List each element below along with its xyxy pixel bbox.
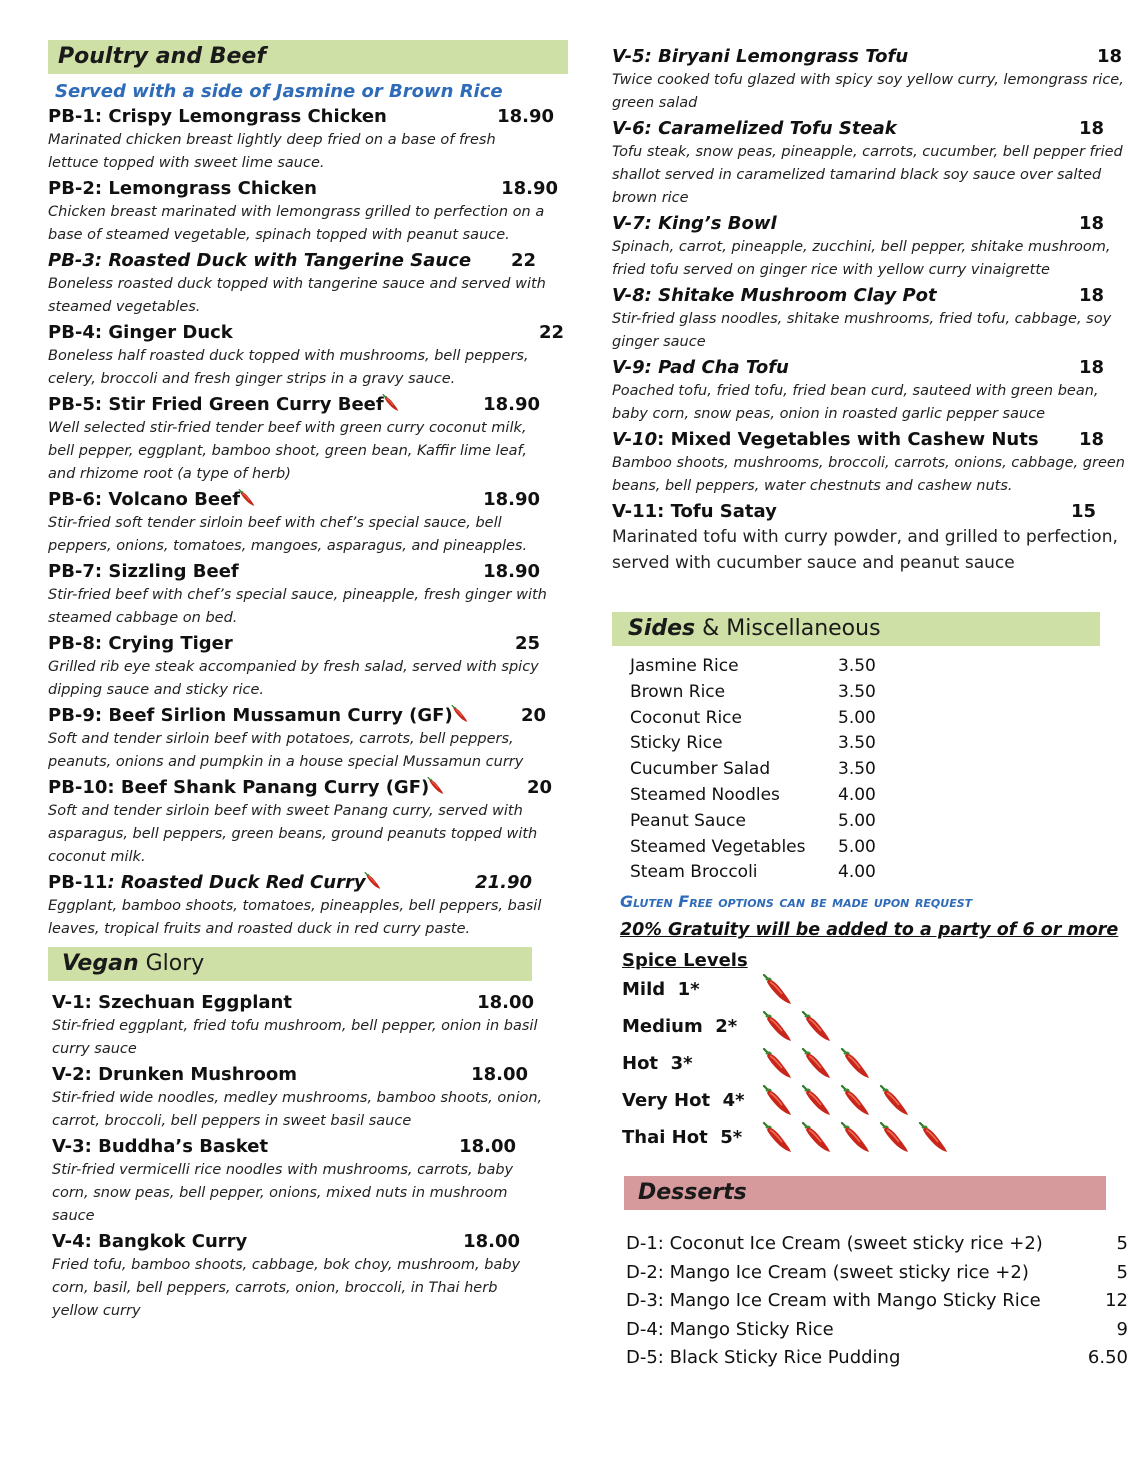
dessert-item-name: D-1: Coconut Ice Cream (sweet sticky rice +2)	[626, 1233, 1043, 1255]
menu-item-description: Stir-fried wide noodles, medley mushrooms, bamboo shoots, onion, carrot, broccoli, bell peppers in sweet basil sauce	[52, 1090, 543, 1129]
menu-item-price: 18	[1078, 285, 1104, 306]
chili-pepper-icon	[879, 1122, 911, 1154]
menu-item-dish: King’s Bowl	[658, 213, 777, 234]
spice-levels-title: Spice Levels	[622, 950, 748, 972]
side-item-name: Peanut Sauce	[630, 810, 746, 831]
vegan-list-right	[612, 45, 1142, 576]
side-item	[630, 809, 1142, 835]
chili-pepper-icon	[801, 1011, 833, 1043]
menu-item-description: Well selected stir-fried tender beef with green curry coconut milk, bell pepper, eggplant, bamboo shoot, green bean, Kaffir lime leaf, and rhizome root (a type of herb)	[48, 420, 527, 482]
menu-item-description: Bamboo shoots, mushrooms, broccoli, carrots, onions, cabbage, green beans, bell peppers, water chestnuts and cashew nuts.	[612, 455, 1125, 494]
menu-item-name	[612, 284, 937, 308]
dessert-list	[612, 1230, 1142, 1373]
menu-item-description: Spinach, carrot, pineapple, zucchini, bell pepper, shitake mushroom, fried tofu served on ginger rice with yellow curry vinaigrette	[612, 239, 1111, 278]
menu-item-code: V-7:	[612, 213, 652, 234]
menu-item-code: V-6:	[612, 118, 652, 139]
chili-pepper-icon	[879, 1085, 911, 1117]
chili-pepper-icon	[762, 1011, 794, 1043]
menu-item-description: Boneless half roasted duck topped with mushrooms, bell peppers, celery, broccoli and fresh ginger strips in a gravy sauce.	[48, 348, 529, 387]
menu-item-price: 22	[510, 250, 536, 271]
chili-pepper-icon	[382, 393, 400, 413]
menu-item-title	[612, 356, 1104, 380]
menu-item-code: PB-9:	[48, 705, 103, 726]
desserts-title: Desserts	[638, 1180, 747, 1206]
side-item-name: Brown Rice	[630, 681, 726, 702]
menu-item-dish: Biryani Lemongrass Tofu	[658, 46, 909, 67]
menu-item-price: 18.00	[463, 1231, 520, 1252]
menu-item-description: Stir-fried eggplant, fried tofu mushroom, bell pepper, onion in basil curry sauce	[52, 1018, 538, 1057]
chili-pepper-icon	[451, 704, 469, 724]
chili-pepper-icon	[762, 1122, 794, 1154]
menu-item-code: V-10	[612, 429, 658, 450]
vegan-title-italic: Vegan	[62, 951, 139, 976]
menu-item-price: 18	[1096, 46, 1122, 67]
vegan-title-rest: Glory	[138, 951, 205, 976]
side-item	[630, 757, 1142, 783]
menu-item-title	[48, 488, 540, 512]
chili-pepper-icon	[364, 871, 382, 891]
spice-level-chilis	[762, 1011, 833, 1043]
menu-item-name	[612, 356, 789, 380]
menu-item-name	[48, 249, 471, 273]
spice-level-row	[622, 1082, 1142, 1119]
menu-item-description: Fried tofu, bamboo shoots, cabbage, bok choy, mushroom, baby corn, basil, bell peppers, carrots, onion, broccoli, in Thai herb yellow curry	[52, 1257, 521, 1319]
menu-item-title	[52, 1135, 516, 1159]
side-item	[630, 654, 1142, 680]
menu-item-dish: Lemongrass Chicken	[108, 178, 317, 199]
menu-item-price: 20	[520, 705, 546, 726]
spice-level-chilis	[762, 1048, 872, 1080]
chili-pepper-icon	[918, 1122, 950, 1154]
menu-item-name	[52, 1063, 297, 1087]
menu-item	[52, 991, 542, 1061]
menu-item	[612, 356, 1142, 426]
menu-item-dish: Roasted Duck with Tangerine Sauce	[108, 250, 472, 271]
menu-item	[52, 1063, 542, 1133]
menu-item-description: Stir-fried beef with chef’s special sauce, pineapple, fresh ginger with steamed cabbage on bed.	[48, 587, 547, 626]
menu-item	[612, 212, 1142, 282]
menu-item-name	[612, 428, 1039, 452]
menu-item-dish: Volcano Beef	[108, 489, 241, 510]
menu-item-code: PB-8:	[48, 633, 103, 654]
menu-item-price: 18	[1078, 213, 1104, 234]
menu-item-code: PB-5:	[48, 394, 103, 415]
menu-item-title	[52, 1230, 520, 1254]
menu-item-price: 18.90	[483, 489, 540, 510]
poultry-title: Poultry and Beef	[58, 44, 266, 69]
chili-pepper-icon	[801, 1048, 833, 1080]
dessert-item	[626, 1344, 1128, 1373]
menu-item-title	[48, 776, 552, 800]
spice-level-label: Medium 2*	[622, 1016, 738, 1038]
menu-item-name	[48, 560, 239, 584]
menu-item-name	[48, 704, 469, 728]
menu-item	[48, 776, 568, 869]
menu-item-title	[48, 560, 540, 584]
side-item-price: 3.50	[838, 656, 876, 676]
menu-item-dish: Caramelized Tofu Steak	[658, 118, 897, 139]
spice-level-row	[622, 1008, 1142, 1045]
menu-item-dish: Bangkok Curry	[98, 1231, 248, 1252]
menu-item-name	[48, 871, 382, 895]
menu-item-title	[48, 177, 558, 201]
menu-item-title	[48, 632, 540, 656]
side-item-name: Steam Broccoli	[630, 862, 758, 883]
spice-level-label: Hot 3*	[622, 1053, 693, 1075]
chili-pepper-icon	[801, 1122, 833, 1154]
menu-item-price: 18.90	[497, 106, 554, 127]
chili-pepper-icon	[762, 1085, 794, 1117]
side-item	[630, 706, 1142, 732]
menu-item-price: 18.00	[477, 992, 534, 1013]
spice-level-label: Mild 1*	[622, 979, 700, 1001]
menu-item-dish: Szechuan Eggplant	[98, 992, 292, 1013]
menu-item-price: 21.90	[475, 872, 532, 893]
menu-item	[612, 117, 1142, 210]
menu-item-name	[48, 632, 233, 656]
menu-item-dish: Beef Shank Panang Curry (GF)	[120, 777, 430, 798]
menu-item-title	[612, 284, 1104, 308]
menu-item-description: Twice cooked tofu glazed with spicy soy yellow curry, lemongrass rice, green salad	[612, 72, 1124, 111]
menu-item-dish: Buddha’s Basket	[98, 1136, 269, 1157]
menu-item	[48, 177, 568, 247]
chili-pepper-icon	[762, 974, 794, 1006]
spice-level-chilis	[762, 1122, 950, 1154]
menu-item	[48, 560, 568, 630]
side-item	[630, 860, 1142, 886]
side-item-price: 5.00	[838, 810, 876, 831]
menu-item-title	[48, 321, 564, 345]
side-item-name: Steamed Vegetables	[630, 836, 806, 857]
menu-item-name	[48, 488, 256, 512]
menu-item-dish: Beef Sirlion Mussamun Curry (GF)	[108, 705, 453, 726]
menu-item	[612, 500, 1142, 576]
menu-item-price: 15	[1070, 501, 1096, 522]
menu-item-description: Marinated chicken breast lightly deep fried on a base of fresh lettuce topped with sweet lime sauce.	[48, 132, 496, 171]
right-column	[612, 0, 1142, 1373]
gratuity-note: 20% Gratuity will be added to a party of 6 or more	[620, 920, 1119, 941]
menu-item-dish: Tofu Satay	[670, 501, 777, 522]
menu-item-dish: Sizzling Beef	[108, 561, 239, 582]
menu-item	[48, 321, 568, 391]
gluten-free-note: Gluten Free options can be made upon request	[620, 892, 973, 912]
side-item-name: Sticky Rice	[630, 733, 723, 754]
sides-banner	[612, 612, 1100, 646]
menu-item-title	[48, 871, 532, 895]
menu-item-name	[48, 393, 400, 417]
side-item-name: Jasmine Rice	[630, 656, 739, 676]
menu-item-price: 22	[538, 322, 564, 343]
menu-item-name	[612, 500, 777, 524]
menu-item-description: Stir-fried glass noodles, shitake mushrooms, fried tofu, cabbage, soy ginger sauce	[612, 311, 1112, 350]
menu-item-title	[48, 105, 554, 129]
menu-item-name	[52, 991, 292, 1015]
menu-item-description: Stir-fried vermicelli rice noodles with mushrooms, carrots, baby corn, snow peas, bell pepper, onions, mixed nuts in mushroom sauce	[52, 1162, 514, 1224]
side-item-price: 4.00	[838, 862, 876, 883]
dessert-item-name: D-4: Mango Sticky Rice	[626, 1318, 834, 1340]
menu-item-code: V-1:	[52, 992, 92, 1013]
menu-item-name	[48, 321, 233, 345]
vegan-banner	[48, 947, 532, 981]
menu-item-code: V-5:	[612, 46, 652, 67]
menu-item-code: V-4:	[52, 1231, 92, 1252]
menu-item-name	[52, 1230, 247, 1254]
sides-list	[630, 654, 1142, 886]
menu-item-price: 20	[526, 777, 552, 798]
menu-item-price: 18	[1078, 429, 1104, 450]
menu-item-name	[612, 212, 777, 236]
menu-item-price: 18.00	[471, 1064, 528, 1085]
menu-item-description: Tofu steak, snow peas, pineapple, carrots, cucumber, bell pepper fried shallot served in caramelized tamarind black soy sauce over salted brown rice	[612, 144, 1123, 206]
menu-item-code: V-11:	[612, 501, 665, 522]
menu-item	[52, 1135, 542, 1228]
menu-item-code: V-2:	[52, 1064, 92, 1085]
menu-item-title	[612, 45, 1122, 69]
spice-level-row	[622, 1119, 1142, 1156]
menu-item	[612, 284, 1142, 354]
menu-item	[612, 45, 1142, 115]
desserts-banner	[624, 1176, 1106, 1210]
menu-item-title	[48, 704, 546, 728]
menu-item-description: Soft and tender sirloin beef with potatoes, carrots, bell peppers, peanuts, onions and pumpkin in a house special Mussamun curry	[48, 731, 524, 770]
menu-item-title	[52, 991, 534, 1015]
spice-level-label: Very Hot 4*	[622, 1090, 745, 1112]
menu-item	[48, 105, 568, 175]
side-item	[630, 680, 1142, 706]
menu-item-code: V-9:	[612, 357, 652, 378]
dessert-item	[626, 1316, 1128, 1345]
dessert-item	[626, 1259, 1128, 1288]
menu-item-dish: Shitake Mushroom Clay Pot	[658, 285, 937, 306]
spice-level-chilis	[762, 1085, 911, 1117]
dessert-item	[626, 1287, 1128, 1316]
spice-level-row	[622, 1045, 1142, 1082]
menu-item-title	[48, 249, 536, 273]
side-item-price: 5.00	[838, 707, 876, 728]
side-item-price: 3.50	[838, 733, 876, 754]
menu-item-code: V-8:	[612, 285, 652, 306]
menu-item-price: 18	[1078, 118, 1104, 139]
side-item-name: Cucumber Salad	[630, 759, 771, 780]
dessert-item-price: 9	[1116, 1318, 1128, 1340]
spice-level-chilis	[762, 974, 794, 1006]
spice-level-label: Thai Hot 5*	[622, 1127, 743, 1149]
menu-item-code: PB-2:	[48, 178, 103, 199]
side-item	[630, 835, 1142, 861]
poultry-banner	[48, 40, 568, 74]
side-item-price: 3.50	[838, 681, 876, 702]
side-item-price: 4.00	[838, 784, 876, 805]
menu-item	[48, 871, 568, 941]
menu-item	[48, 393, 568, 486]
dessert-item-name: D-3: Mango Ice Cream with Mango Sticky Rice	[626, 1290, 1041, 1312]
menu-item-dish: Pad Cha Tofu	[658, 357, 789, 378]
menu-item-code: PB-4:	[48, 322, 103, 343]
menu-item-price: 18.00	[459, 1136, 516, 1157]
sides-title-rest: & Miscellaneous	[695, 616, 881, 641]
menu-item-code: PB-11	[48, 872, 108, 893]
menu-item-code: PB-6:	[48, 489, 103, 510]
menu-item-price: 18.90	[483, 561, 540, 582]
menu-item-description: Stir-fried soft tender sirloin beef with chef’s special sauce, bell peppers, onions, tomatoes, mangoes, asparagus, and pineapples.	[48, 515, 528, 554]
menu-item-dish: Ginger Duck	[108, 322, 233, 343]
menu-item-description: Soft and tender sirloin beef with sweet Panang curry, served with asparagus, bell peppers, green beans, ground peanuts topped with coconut milk.	[48, 803, 538, 865]
menu-item-dish: Stir Fried Green Curry Beef	[108, 394, 384, 415]
menu-item-title	[612, 428, 1104, 452]
menu-item-description: Marinated tofu with curry powder, and grilled to perfection, served with cucumber sauce and peanut sauce	[612, 527, 1118, 573]
menu-item-description: Chicken breast marinated with lemongrass grilled to perfection on a base of steamed vegetable, spinach topped with peanut sauce.	[48, 204, 545, 243]
menu-item-description: Grilled rib eye steak accompanied by fresh salad, served with spicy dipping sauce and sticky rice.	[48, 659, 539, 698]
menu-item	[612, 428, 1142, 498]
side-item-price: 5.00	[838, 836, 876, 857]
menu-item-dish: Crying Tiger	[108, 633, 233, 654]
menu-item-title	[612, 212, 1104, 236]
menu-item-name	[612, 45, 908, 69]
menu-item	[48, 488, 568, 558]
dessert-item-price: 6.50	[1087, 1347, 1128, 1369]
menu-item-name	[52, 1135, 268, 1159]
poultry-subtitle: Served with a side of Jasmine or Brown Rice	[55, 81, 503, 102]
spice-levels	[612, 971, 1142, 1156]
chili-pepper-icon	[840, 1085, 872, 1117]
menu-item-code: PB-3:	[48, 250, 103, 271]
menu-item	[52, 1230, 542, 1323]
dessert-item-price: 5	[1116, 1233, 1128, 1255]
menu-item-price: 18.90	[501, 178, 558, 199]
menu-item-name	[48, 105, 387, 129]
menu-item-code: V-3:	[52, 1136, 92, 1157]
menu-item-code: PB-1:	[48, 106, 103, 127]
sides-title-italic: Sides	[628, 616, 696, 641]
vegan-list-left	[48, 991, 542, 1323]
menu-item-title	[48, 393, 540, 417]
menu-item-name	[612, 117, 897, 141]
menu-item	[48, 704, 568, 774]
menu-item-dish: : Roasted Duck Red Curry	[107, 872, 366, 893]
chili-pepper-icon	[840, 1048, 872, 1080]
chili-pepper-icon	[427, 776, 445, 796]
side-item	[630, 783, 1142, 809]
menu-item	[48, 632, 568, 702]
side-item	[630, 731, 1142, 757]
menu-item-price: 18.90	[483, 394, 540, 415]
menu-item-title	[612, 117, 1104, 141]
menu-item-price: 25	[514, 633, 540, 654]
menu-item-title	[612, 500, 1096, 524]
chili-pepper-icon	[238, 488, 256, 508]
side-item-name: Coconut Rice	[630, 707, 742, 728]
dessert-item-price: 12	[1105, 1290, 1128, 1312]
menu-item-code: PB-10:	[48, 777, 115, 798]
menu-item-dish: Drunken Mushroom	[98, 1064, 297, 1085]
menu-item-price: 18	[1078, 357, 1104, 378]
dessert-item-name: D-5: Black Sticky Rice Pudding	[626, 1347, 901, 1369]
dessert-item	[626, 1230, 1128, 1259]
menu-item-description: Eggplant, bamboo shoots, tomatoes, pineapples, bell peppers, basil leaves, tropical fruits and roasted duck in red curry paste.	[48, 898, 542, 937]
menu-item-dish: : Mixed Vegetables with Cashew Nuts	[657, 429, 1039, 450]
side-item-price: 3.50	[838, 759, 876, 780]
chili-pepper-icon	[762, 1048, 794, 1080]
menu-item-name	[48, 177, 317, 201]
menu-item-name	[48, 776, 445, 800]
menu-item-description: Poached tofu, fried tofu, fried bean curd, sauteed with green bean, baby corn, snow peas, onion in roasted garlic pepper sauce	[612, 383, 1099, 422]
dessert-item-name: D-2: Mango Ice Cream (sweet sticky rice +2)	[626, 1261, 1029, 1283]
menu-item-dish: Crispy Lemongrass Chicken	[108, 106, 387, 127]
spice-level-row	[622, 971, 1142, 1008]
menu-item-description: Boneless roasted duck topped with tangerine sauce and served with steamed vegetables.	[48, 276, 546, 315]
chili-pepper-icon	[840, 1122, 872, 1154]
poultry-list	[48, 105, 568, 941]
menu-item-title	[52, 1063, 528, 1087]
side-item-name: Steamed Noodles	[630, 784, 780, 805]
dessert-item-price: 5	[1116, 1261, 1128, 1283]
chili-pepper-icon	[801, 1085, 833, 1117]
left-column	[48, 0, 568, 1325]
menu-item-code: PB-7:	[48, 561, 103, 582]
menu-item	[48, 249, 568, 319]
